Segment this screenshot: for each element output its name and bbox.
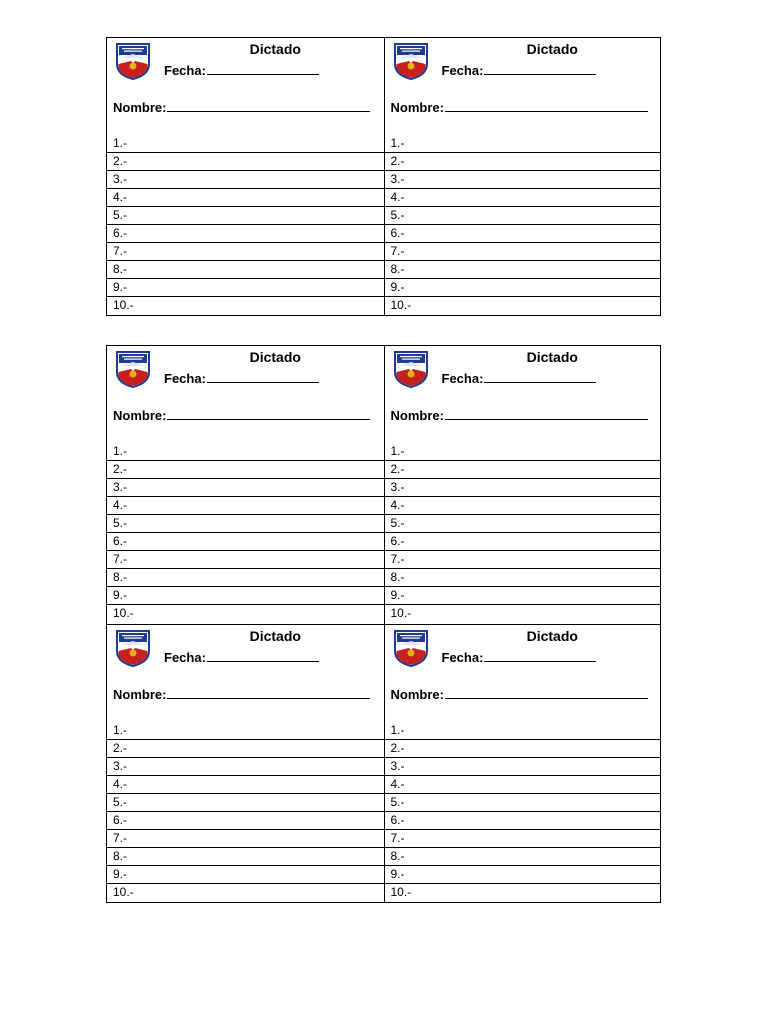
answer-row[interactable]: 4.- (385, 775, 661, 793)
answer-row[interactable]: 1.- (113, 136, 128, 150)
date-label: Fecha: (164, 63, 206, 78)
answer-row[interactable]: 4.- (385, 496, 661, 514)
answer-row[interactable]: 8.- (107, 260, 384, 278)
date-blank-line[interactable] (484, 63, 596, 75)
answer-row[interactable]: 9.- (107, 865, 384, 883)
name-label: Nombre: (390, 100, 444, 115)
card-title: Dictado (526, 41, 578, 57)
card-header (107, 346, 384, 460)
answer-row[interactable]: 5.- (107, 793, 384, 811)
date-field[interactable] (164, 63, 319, 78)
answer-row[interactable]: 4.- (107, 775, 384, 793)
card-header (385, 346, 661, 460)
answer-row[interactable]: 8.- (107, 568, 384, 586)
date-blank-line[interactable] (207, 63, 319, 75)
answer-row[interactable]: 10.- (107, 296, 384, 314)
answer-row[interactable]: 7.- (385, 550, 661, 568)
worksheet-group (106, 624, 661, 903)
answer-row[interactable]: 5.- (385, 514, 661, 532)
answer-row[interactable]: 1.- (390, 136, 405, 150)
answer-row[interactable]: 10.- (385, 604, 661, 622)
answer-row[interactable]: 8.- (385, 260, 661, 278)
date-blank-line[interactable] (484, 371, 596, 383)
date-field[interactable] (164, 650, 319, 665)
answer-row[interactable]: 6.- (385, 224, 661, 242)
answer-row[interactable]: 9.- (385, 865, 661, 883)
answer-row[interactable]: 8.- (385, 568, 661, 586)
card-header (385, 38, 661, 152)
date-field[interactable] (164, 371, 319, 386)
card-header (385, 625, 661, 739)
date-label: Fecha: (164, 371, 206, 386)
answer-row[interactable]: 2.- (107, 152, 384, 170)
name-blank-line[interactable] (167, 408, 370, 420)
dictation-card (384, 38, 661, 315)
answer-row[interactable]: 7.- (385, 829, 661, 847)
answer-row[interactable]: 3.- (385, 478, 661, 496)
name-field[interactable] (113, 100, 370, 115)
name-label: Nombre: (113, 100, 167, 115)
answer-row[interactable]: 4.- (107, 188, 384, 206)
card-title: Dictado (526, 349, 578, 365)
answer-row[interactable]: 10.- (107, 604, 384, 622)
date-label: Fecha: (441, 650, 484, 665)
answer-row[interactable]: 9.- (107, 278, 384, 296)
answer-row[interactable]: 3.- (107, 757, 384, 775)
dictation-card (107, 38, 384, 315)
date-field[interactable] (442, 650, 597, 665)
name-field[interactable] (391, 408, 648, 423)
answer-row[interactable]: 3.- (107, 478, 384, 496)
card-title: Dictado (249, 349, 301, 365)
answer-row[interactable]: 6.- (385, 532, 661, 550)
name-field[interactable] (391, 100, 648, 115)
name-label: Nombre: (390, 408, 444, 423)
answer-row[interactable]: 5.- (385, 793, 661, 811)
answer-row[interactable]: 4.- (107, 496, 384, 514)
answer-row[interactable]: 7.- (385, 242, 661, 260)
name-field[interactable] (391, 687, 648, 702)
answer-row[interactable]: 1.- (113, 723, 128, 737)
answer-row[interactable]: 1.- (390, 723, 405, 737)
answer-row[interactable]: 7.- (107, 829, 384, 847)
date-label: Fecha: (164, 650, 206, 665)
card-title: Dictado (249, 628, 301, 644)
answer-row[interactable]: 6.- (107, 532, 384, 550)
answer-row[interactable]: 7.- (107, 242, 384, 260)
answer-row[interactable]: 6.- (107, 224, 384, 242)
answer-row[interactable]: 3.- (385, 757, 661, 775)
answer-row[interactable]: 9.- (385, 278, 661, 296)
answer-row[interactable]: 2.- (107, 739, 384, 757)
answer-row[interactable]: 5.- (385, 206, 661, 224)
name-blank-line[interactable] (445, 100, 648, 112)
worksheet-group (106, 345, 661, 625)
card-title: Dictado (249, 41, 301, 57)
answer-row[interactable]: 2.- (385, 460, 661, 478)
date-field[interactable] (442, 63, 597, 78)
dictation-card (107, 346, 384, 624)
card-title: Dictado (526, 628, 578, 644)
answer-row[interactable]: 5.- (107, 206, 384, 224)
date-label: Fecha: (441, 371, 484, 386)
answer-row[interactable]: 10.- (385, 296, 661, 314)
answer-row[interactable]: 5.- (107, 514, 384, 532)
answer-row[interactable]: 9.- (385, 586, 661, 604)
dictation-card (107, 625, 384, 902)
name-blank-line[interactable] (445, 687, 648, 699)
card-header (107, 38, 384, 152)
name-blank-line[interactable] (445, 408, 648, 420)
answer-row[interactable]: 3.- (385, 170, 661, 188)
answer-row[interactable]: 6.- (107, 811, 384, 829)
answer-row[interactable]: 6.- (385, 811, 661, 829)
name-blank-line[interactable] (167, 687, 370, 699)
answer-row[interactable]: 2.- (385, 152, 661, 170)
answer-row[interactable]: 2.- (107, 460, 384, 478)
date-blank-line[interactable] (484, 650, 596, 662)
name-blank-line[interactable] (167, 100, 370, 112)
answer-row[interactable]: 10.- (385, 883, 661, 901)
answer-row[interactable]: 1.- (113, 444, 128, 458)
answer-row[interactable]: 2.- (385, 739, 661, 757)
date-field[interactable] (442, 371, 597, 386)
answer-row[interactable]: 9.- (107, 586, 384, 604)
answer-row[interactable]: 10.- (107, 883, 384, 901)
date-blank-line[interactable] (207, 650, 319, 662)
date-label: Fecha: (441, 63, 484, 78)
name-label: Nombre: (390, 687, 444, 702)
name-field[interactable] (113, 687, 370, 702)
answer-row[interactable]: 7.- (107, 550, 384, 568)
name-field[interactable] (113, 408, 370, 423)
worksheet-group (106, 37, 661, 316)
name-label: Nombre: (113, 687, 167, 702)
answer-row[interactable]: 4.- (385, 188, 661, 206)
answer-row[interactable]: 3.- (107, 170, 384, 188)
dictation-card (384, 346, 661, 624)
date-blank-line[interactable] (207, 371, 319, 383)
answer-row[interactable]: 8.- (107, 847, 384, 865)
dictation-card (384, 625, 661, 902)
answer-row[interactable]: 1.- (390, 444, 405, 458)
card-header (107, 625, 384, 739)
answer-row[interactable]: 8.- (385, 847, 661, 865)
name-label: Nombre: (113, 408, 167, 423)
